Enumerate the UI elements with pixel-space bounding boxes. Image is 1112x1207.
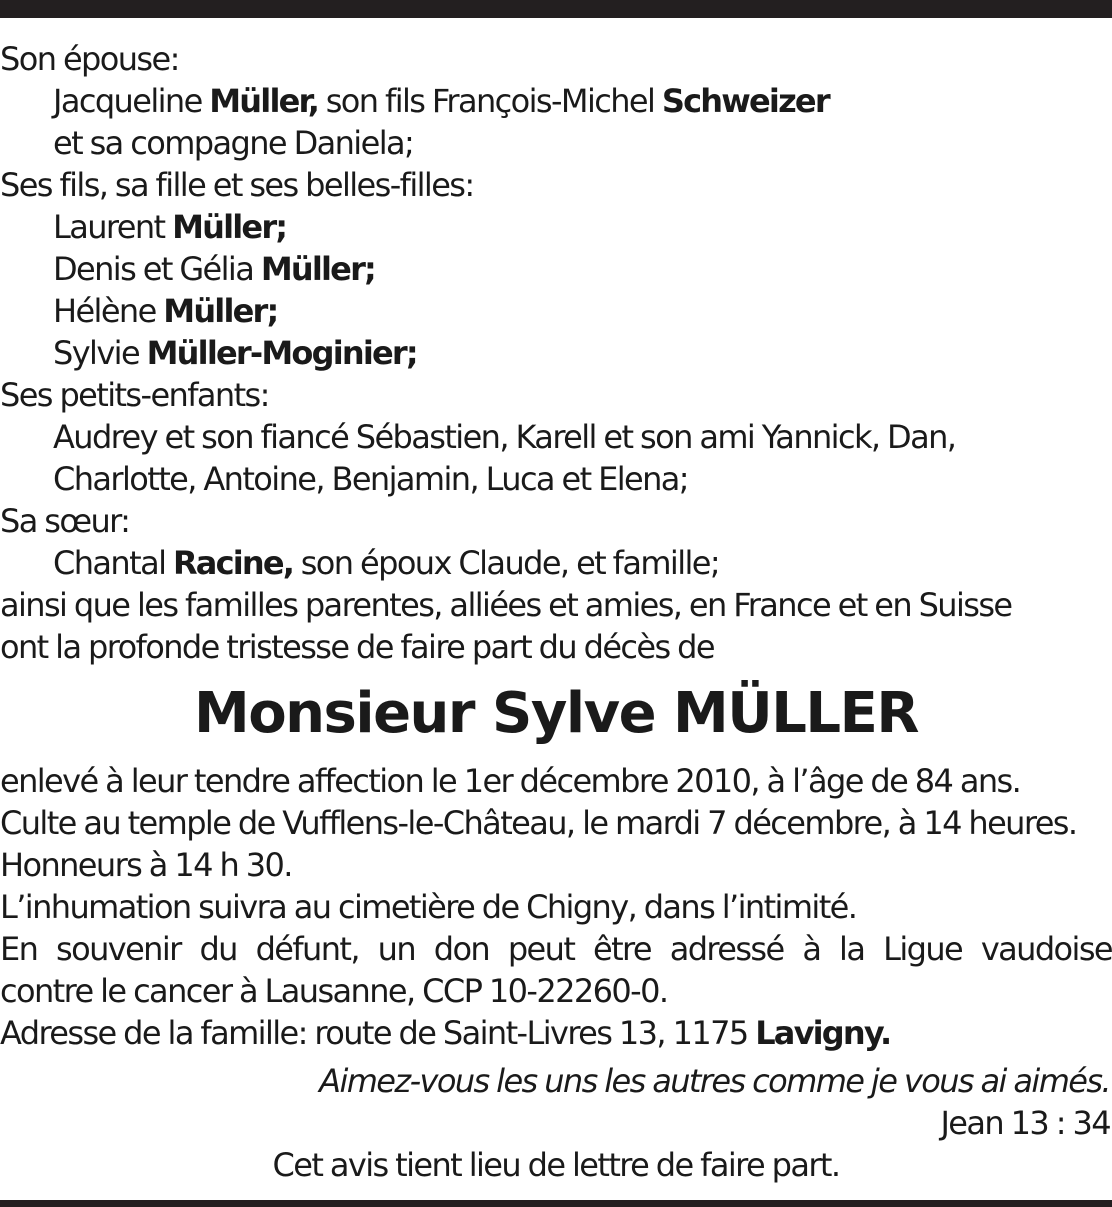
sister-heading (0, 500, 1112, 542)
child-2-surname: Müller; (260, 250, 376, 288)
bottom-border-rule (0, 1200, 1112, 1207)
spouse-heading (0, 38, 1112, 80)
spouse-line-1 (0, 80, 1112, 122)
sister-heading-text: Sa sœur: (0, 502, 130, 540)
child-line-3 (0, 290, 1112, 332)
spouse-line-2-text: et sa compagne Daniela; (53, 124, 414, 162)
address-town: Lavigny. (755, 1014, 891, 1052)
closing-note-text: Cet avis tient lieu de lettre de faire part. (272, 1146, 840, 1184)
children-heading (0, 164, 1112, 206)
grandchildren-line-1-text: Audrey et son fiancé Sébastien, Karell et son ami Yannick, Dan, (53, 418, 956, 456)
stepson-text: son fils François-Michel (318, 82, 662, 120)
child-1-surname: Müller; (172, 208, 287, 246)
bible-verse-text: Aimez-vous les uns les autres comme je vous ai aimés. (319, 1062, 1110, 1100)
deceased-name: Monsieur Sylve MÜLLER (193, 681, 918, 746)
family-address (0, 1012, 1112, 1054)
child-line-2 (0, 248, 1112, 290)
child-2-name: Denis et Gélia (53, 250, 261, 288)
spouse-line-2 (0, 122, 1112, 164)
burial-line (0, 886, 1112, 928)
grandchildren-line-2-text: Charlotte, Antoine, Benjamin, Luca et Elena; (53, 460, 688, 498)
grandchildren-line-2 (0, 458, 1112, 500)
sister-family-text: son époux Claude, et famille; (293, 544, 720, 582)
grandchildren-heading (0, 374, 1112, 416)
honours-line-text: Honneurs à 14 h 30. (0, 846, 292, 884)
child-3-name: Hélène (53, 292, 164, 330)
spouse-first-name: Jacqueline (53, 82, 210, 120)
grandchildren-heading-text: Ses petits-enfants: (0, 376, 269, 414)
families-line-2 (0, 626, 1112, 668)
obituary-notice (0, 38, 1112, 1186)
spouse-surname: Müller, (209, 82, 319, 120)
child-1-name: Laurent (53, 208, 173, 246)
donation-line-2 (0, 970, 1112, 1012)
families-line-1 (0, 584, 1112, 626)
donation-line-1: En souvenir du défunt, un don peut être adressé à la Ligue vaudoise (0, 930, 1112, 968)
sister-name: Chantal (53, 544, 173, 582)
bible-verse-reference (0, 1102, 1112, 1144)
bible-verse-reference-text: Jean 13 : 34 (940, 1104, 1110, 1142)
death-line-text: enlevé à leur tendre affection le 1er décembre 2010, à l’âge de 84 ans. (0, 762, 1021, 800)
children-heading-text: Ses fils, sa fille et ses belles-filles: (0, 166, 474, 204)
child-line-1 (0, 206, 1112, 248)
spouse-heading-text: Son épouse: (0, 40, 179, 78)
service-line (0, 802, 1112, 844)
sister-surname: Racine, (172, 544, 294, 582)
families-line-2-text: ont la profonde tristesse de faire part du décès de (0, 628, 714, 666)
families-line-1-text: ainsi que les familles parentes, alliées et amies, en France et en Suisse (0, 586, 1012, 624)
child-3-surname: Müller; (163, 292, 278, 330)
service-line-text: Culte au temple de Vufflens-le-Château, le mardi 7 décembre, à 14 heures. (0, 804, 1077, 842)
child-4-surname: Müller-Moginier; (146, 334, 417, 372)
child-line-4 (0, 332, 1112, 374)
address-text: Adresse de la famille: route de Saint-Livres 13, 1175 (0, 1014, 756, 1052)
top-border-rule (0, 0, 1112, 18)
donation-line-2-text: contre le cancer à Lausanne, CCP 10-22260-0. (0, 972, 668, 1010)
stepson-surname: Schweizer (661, 82, 829, 120)
burial-line-text: L’inhumation suivra au cimetière de Chigny, dans l’intimité. (0, 888, 857, 926)
child-4-name: Sylvie (53, 334, 147, 372)
grandchildren-line-1 (0, 416, 1112, 458)
death-line (0, 760, 1112, 802)
sister-line (0, 542, 1112, 584)
closing-note (0, 1144, 1112, 1186)
bible-verse (0, 1060, 1112, 1102)
honours-line (0, 844, 1112, 886)
